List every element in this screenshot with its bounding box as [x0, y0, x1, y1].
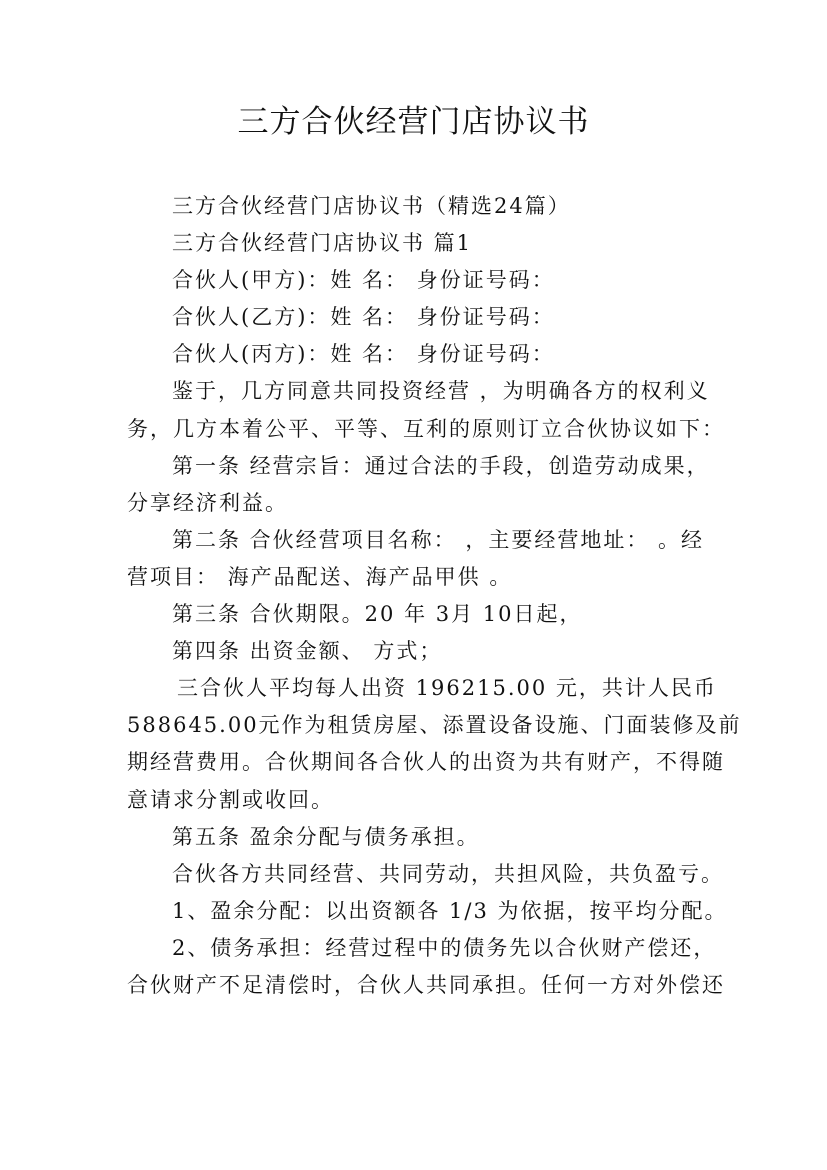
paragraph-line: 合伙各方共同经营、共同劳动，共担风险，共负盈亏。: [172, 861, 724, 886]
paragraph-line: 合伙人(丙方)：姓 名： 身份证号码：: [172, 342, 555, 367]
document-body: [127, 188, 742, 1004]
paragraph-line: 三方合伙经营门店协议书 篇1: [172, 231, 473, 256]
paragraph-line: 2、债务承担：经营过程中的债务先以合伙财产偿还，: [172, 935, 717, 960]
paragraph-line: 第五条 盈余分配与债务承担。: [172, 824, 480, 849]
paragraph-line: 合伙人(甲方)：姓 名： 身份证号码：: [172, 268, 555, 293]
document-title: 三方合伙经营门店协议书: [237, 104, 590, 140]
paragraph-line: 1、盈余分配：以出资额各 1/3 为依据，按平均分配。: [172, 898, 728, 923]
paragraph-line: 务，几方本着公平、平等、互利的原则订立合伙协议如下：: [127, 416, 725, 441]
paragraph-line: 合伙财产不足清偿时，合伙人共同承担。任何一方对外偿还: [127, 972, 725, 997]
paragraph-line: 期经营费用。合伙期间各合伙人的出资为共有财产，不得随: [127, 750, 725, 775]
paragraph-line: 588645.00元作为租赁房屋、添置设备设施、门面装修及前: [127, 713, 742, 738]
paragraph-line: 第三条 合伙期限。20 年 3月 10日起，: [172, 602, 583, 627]
paragraph-line: 意请求分割或收回。: [127, 787, 334, 812]
paragraph-line: 三合伙人平均每人出资 196215.00 元，共计人民币: [177, 676, 717, 701]
paragraph-line: 分享经济利益。: [127, 490, 288, 515]
paragraph-line: 鉴于，几方同意共同投资经营 ，为明确各方的权利义: [172, 379, 710, 404]
paragraph-line: 合伙人(乙方)：姓 名： 身份证号码：: [172, 305, 555, 330]
paragraph-line: 第二条 合伙经营项目名称： ，主要经营地址： 。经: [172, 527, 705, 552]
paragraph-line: 第四条 出资金额、 方式；: [172, 639, 443, 664]
paragraph-line: 三方合伙经营门店协议书（精选24篇）: [172, 194, 571, 218]
paragraph-line: 第一条 经营宗旨：通过合法的手段，创造劳动成果，: [172, 453, 710, 478]
paragraph-line: 营项目： 海产品配送、海产品甲供 。: [127, 564, 513, 589]
